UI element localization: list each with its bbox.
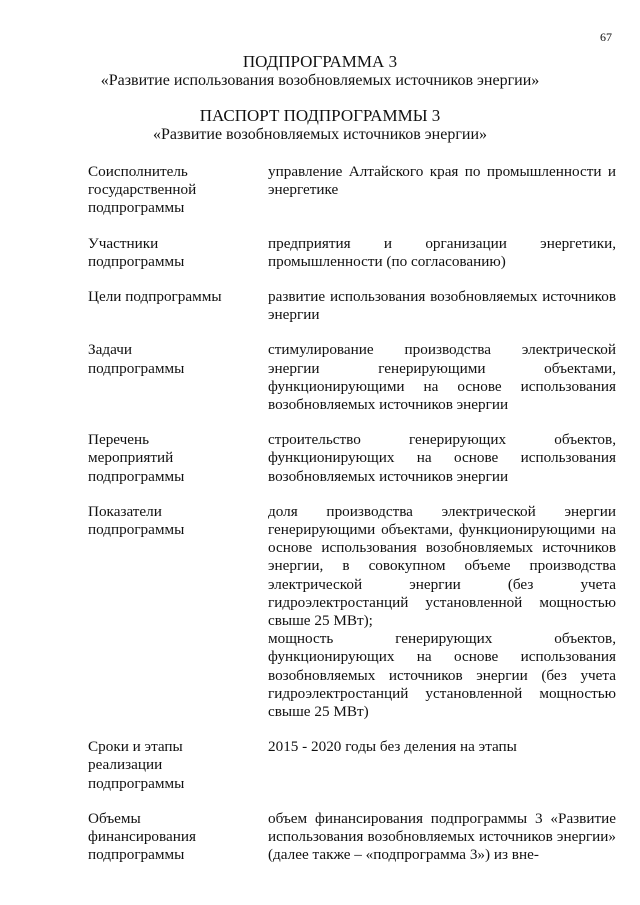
- subprogram-title: ПОДПРОГРАММА 3: [242, 52, 398, 71]
- passport-title: ПАСПОРТ ПОДПРОГРАММЫ 3: [199, 106, 441, 125]
- row-label: Объемы финансирования подпрограммы: [88, 809, 196, 864]
- row-value: строительство генерирующих объектов, функционирующих на основе использования возобновляемых источников энергии: [268, 431, 616, 485]
- passport-row-tasks: [88, 341, 616, 414]
- row-label: Участники подпрограммы: [88, 234, 185, 270]
- subprogram-subtitle: «Развитие использования возобновляемых источников энергии»: [100, 72, 540, 89]
- passport-row-activities: [88, 431, 616, 486]
- row-label: Показатели подпрограммы: [88, 502, 185, 539]
- row-label: Перечень мероприятий подпрограммы: [88, 431, 185, 485]
- passport-row-goals: [88, 288, 616, 324]
- row-label: Соисполнитель государственной подпрограммы: [88, 163, 197, 217]
- passport-row-participants: [88, 235, 616, 271]
- row-value: управление Алтайского края по промышленности и энергетике: [268, 163, 616, 199]
- passport-row-funding: [88, 810, 616, 865]
- row-value: доля производства электрической энергии генерирующими объектами, функционирующими на основе использования возобновляемых источников энергии, в совокупном объеме производства электрической энергии (без учета гидроэлектростанций установленной мощностью свыше 25 МВт); мощность генерирующих объектов, функционирующих на основе использования возобновляемых источников энергии (без учета гидроэлектростанций установленной мощностью свыше 25 МВт): [268, 502, 616, 721]
- row-label: Задачи подпрограммы: [88, 341, 185, 377]
- row-label: Сроки и этапы реализации подпрограммы: [88, 738, 185, 792]
- subprogram-heading: [0, 52, 640, 90]
- page-number: 67: [600, 30, 612, 44]
- passport-heading: [0, 106, 640, 144]
- passport-subtitle: «Развитие возобновляемых источников энергии»: [152, 126, 488, 143]
- row-label: Цели подпрограммы: [88, 288, 222, 306]
- row-value: предприятия и организации энергетики, промышленности (по согласованию): [268, 234, 616, 270]
- row-value: развитие использования возобновляемых источников энергии: [268, 288, 616, 324]
- passport-row-coexecutor: [88, 163, 616, 218]
- row-value: объем финансирования подпрограммы 3 «Развитие использования возобновляемых источников энергии» (далее также – «подпрограмма 3») из вне-: [268, 809, 616, 864]
- passport-row-indicators: [88, 503, 616, 721]
- passport-row-terms: [88, 738, 616, 793]
- row-value: стимулирование производства электрической энергии генерирующими объектами, функционирующими на основе использования возобновляемых источников энергии: [268, 341, 616, 414]
- passport-table: [88, 163, 616, 882]
- row-value: 2015 - 2020 годы без деления на этапы: [268, 738, 517, 756]
